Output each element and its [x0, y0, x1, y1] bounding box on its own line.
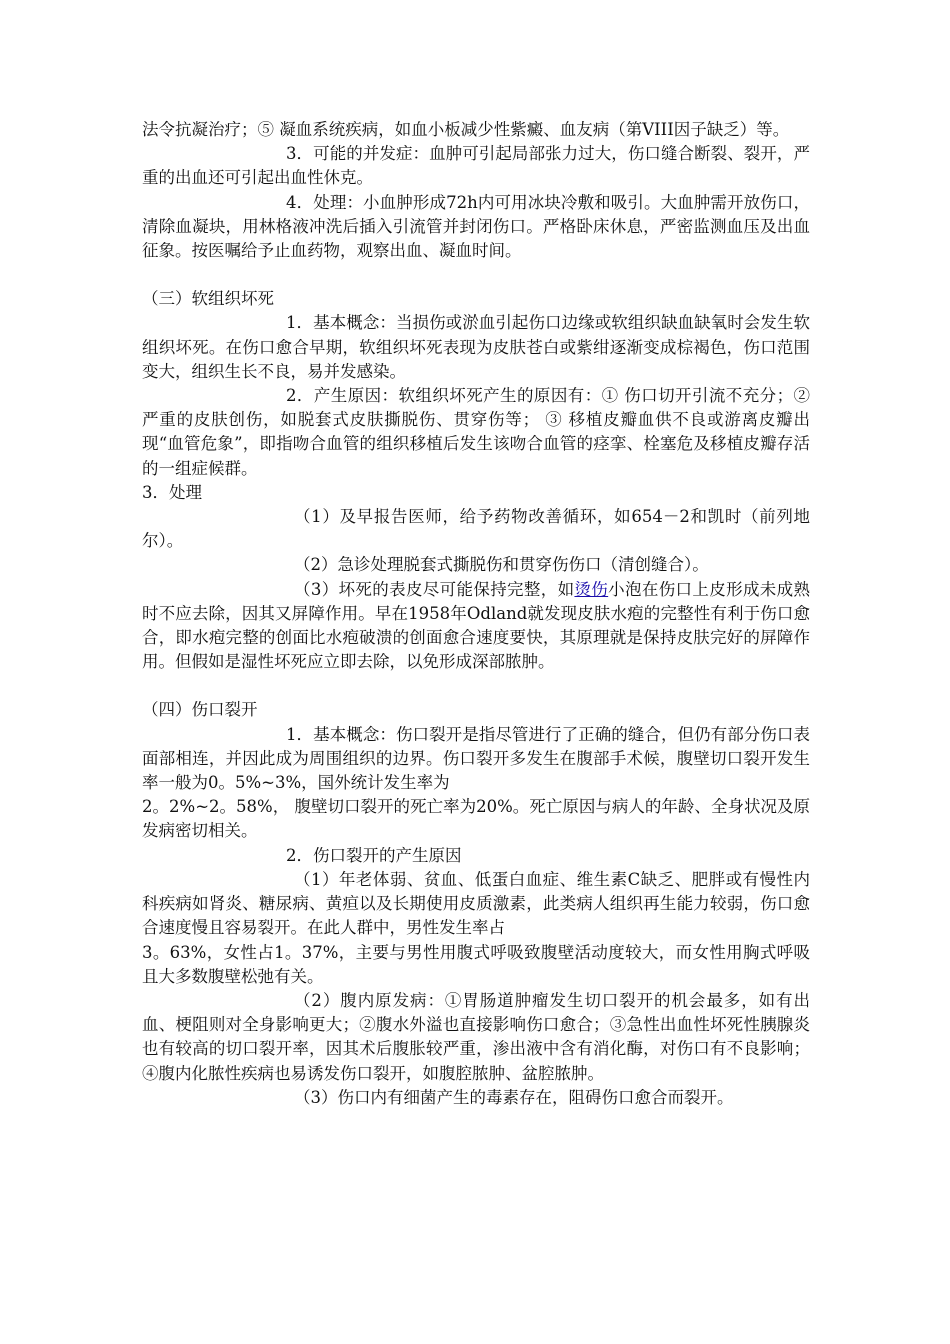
paragraph: （1）年老体弱、贫血、低蛋白血症、维生素C缺乏、肥胖或有慢性内科疾病如肾炎、糖尿病、黄疸以及长期使用皮质激素，此类病人组织再生能力较弱，伤口愈合速度慢且容易裂开。在此人群中，男性发生率占 — [142, 869, 810, 938]
paragraph: （1）及早报告医师，给予药物改善循环，如654－2和凯时（前列地尔）。 — [142, 507, 810, 551]
paragraph: 2。2%~2。58%， 腹壁切口裂开的死亡率为20%。死亡原因与病人的年龄、全身状况及原发病密切相关。 — [142, 797, 810, 841]
paragraph: （2）急诊处理脱套式撕脱伤和贯穿伤伤口（清创缝合）。 — [294, 555, 709, 575]
paragraph: 4．处理：小血肿形成72h内可用冰块冷敷和吸引。大血肿需开放伤口，清除血凝块，用林格液冲洗后插入引流管并封闭伤口。严格卧床休息，严密监测血压及出血征象。按医嘱给予止血药物，观察出血、凝血时间。 — [142, 192, 810, 261]
spacer — [142, 674, 810, 698]
spacer — [142, 263, 810, 287]
paragraph: 法令抗凝治疗；⑤ 凝血系统疾病，如血小板减少性紫癜、血友病（第VIII因子缺乏）等。 — [142, 120, 790, 139]
document-body — [142, 118, 810, 1110]
paragraph: 3．可能的并发症：血肿可引起局部张力过大，伤口缝合断裂、裂开，严重的出血还可引起出血性休克。 — [142, 144, 810, 188]
subheading: 2．伤口裂开的产生原因 — [286, 845, 462, 865]
paragraph: 1．基本概念：当损伤或淤血引起伤口边缘或软组织缺血缺氧时会发生软组织坏死。在伤口愈合早期，软组织坏死表现为皮肤苍白或紫绀逐渐变成棕褐色，伤口范围变大，组织生长不良，易并发感染。 — [142, 313, 810, 381]
paragraph: 3。63%，女性占1。37%，主要与男性用腹式呼吸致腹壁活动度较大，而女性用胸式呼吸且大多数腹壁松弛有关。 — [142, 942, 810, 986]
paragraph: 2．产生原因：软组织坏死产生的原因有：① 伤口切开引流不充分；② 严重的皮肤创伤，如脱套式皮肤撕脱伤、贯穿伤等； ③ 移植皮瓣血供不良或游离皮瓣出现“血管危象”，即指吻合血管的组织移植后发生该吻合血管的痉挛、栓塞危及移植皮瓣存活的一组症候群。 — [142, 386, 810, 478]
paragraph-text: 小泡在伤口上皮形成未成熟时不应去除，因其又屏障作用。早在1958年Odland就发现皮肤水疱的完整性有利于伤口愈合，即水疱完整的创面比水疱破溃的创面愈合速度要快，其原理就是保持皮肤完好的屏障作用。但假如是湿性坏死应立即去除，以免形成深部脓肿。 — [142, 579, 811, 672]
burn-link[interactable]: 烫伤 — [574, 579, 609, 599]
section-heading: （三）软组织坏死 — [142, 289, 274, 309]
paragraph — [142, 578, 810, 675]
paragraph-text: （3）坏死的表皮尽可能保持完整，如 — [294, 579, 575, 599]
paragraph: （2）腹内原发病：①胃肠道肿瘤发生切口裂开的机会最多，如有出血、梗阻则对全身影响更大；②腹水外溢也直接影响伤口愈合；③急性出血性坏死性胰腺炎也有较高的切口裂开率，因其术后腹胀较严重，渗出液中含有消化酶，对伤口有不良影响；④腹内化脓性疾病也易诱发伤口裂开，如腹腔脓肿、盆腔脓肿。 — [142, 990, 810, 1083]
paragraph: 1．基本概念：伤口裂开是指尽管进行了正确的缝合，但仍有部分伤口表面部相连，并因此成为周围组织的边界。伤口裂开多发生在腹部手术候，腹壁切口裂开发生率一般为0。5%~3%，国外统计发生率为 — [142, 724, 810, 793]
paragraph: （3）伤口内有细菌产生的毒素存在，阻碍伤口愈合而裂开。 — [294, 1087, 734, 1107]
subheading: 3．处理 — [142, 482, 202, 502]
section-heading: （四）伤口裂开 — [142, 700, 258, 720]
